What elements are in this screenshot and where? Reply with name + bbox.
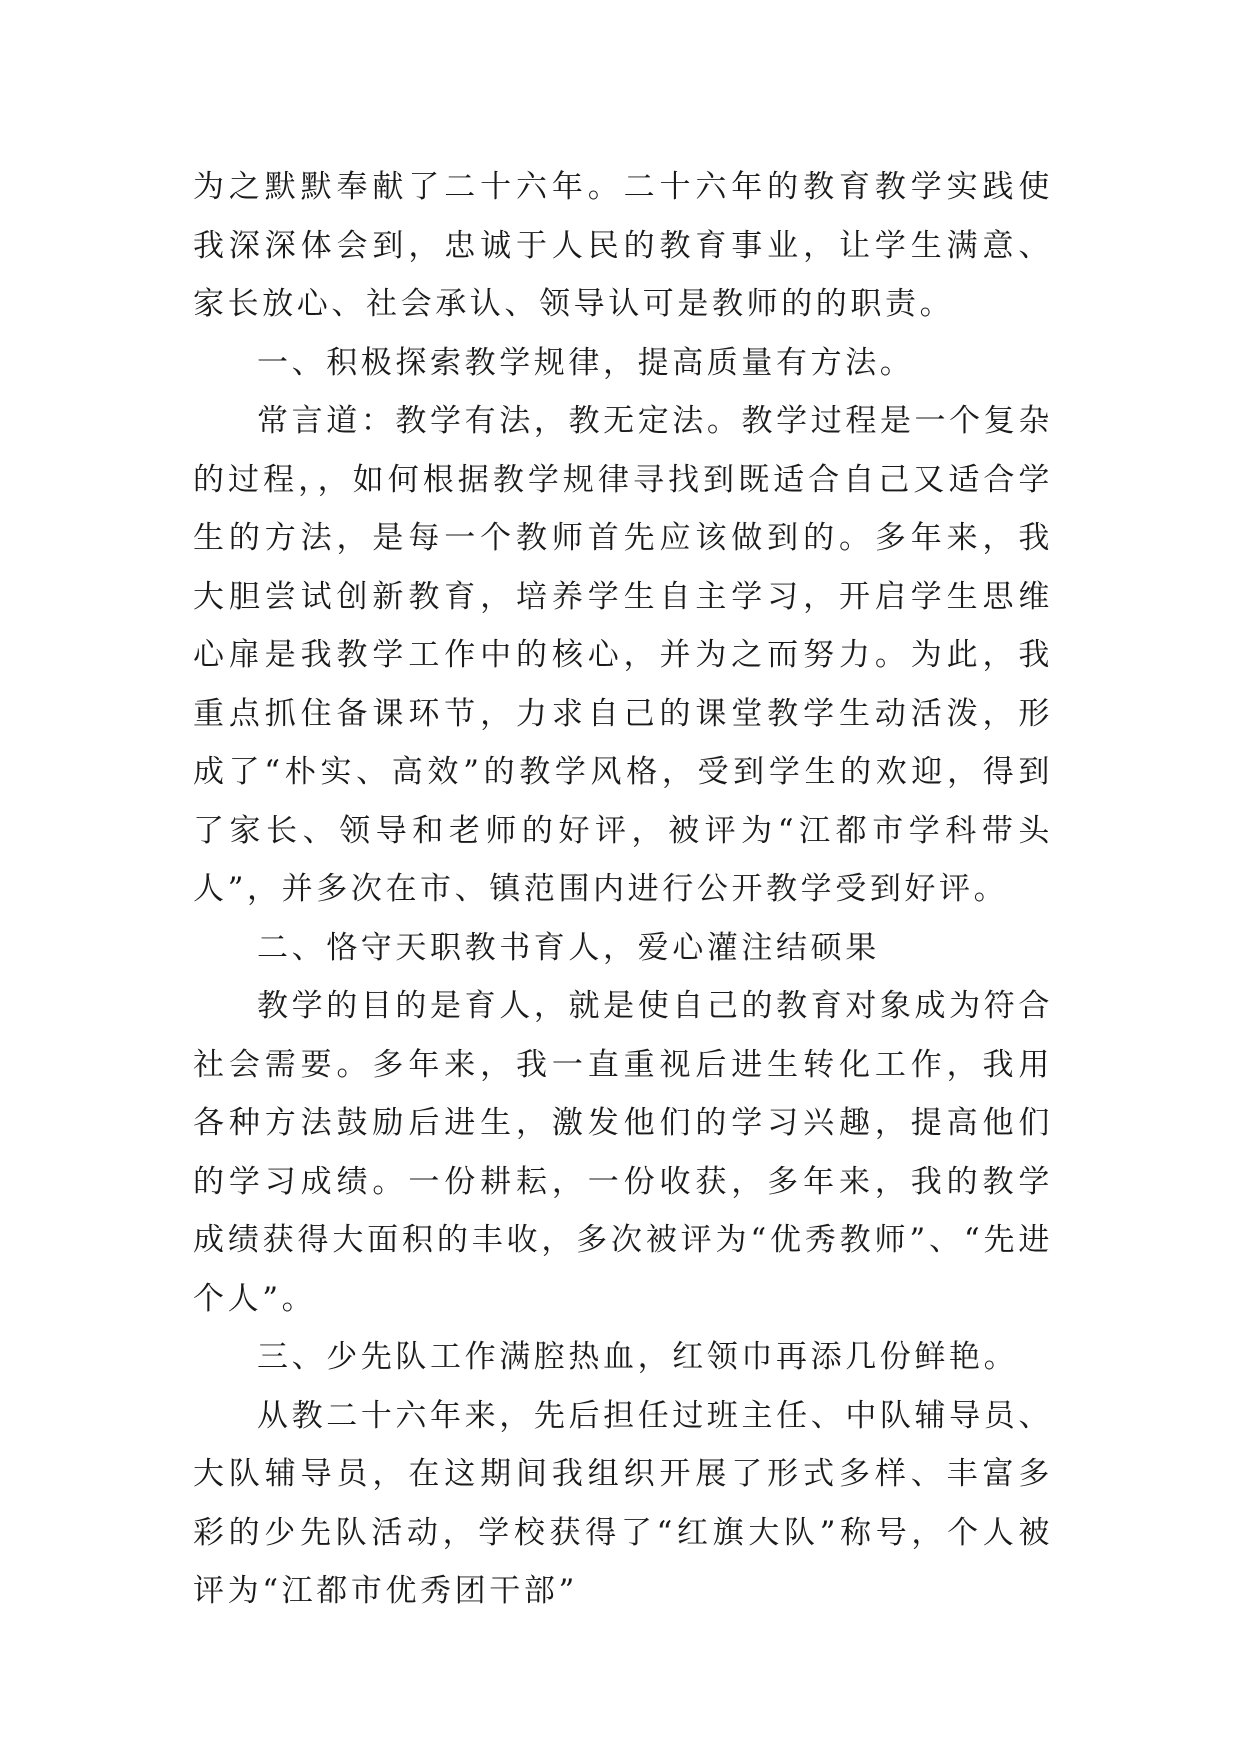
paragraph-section-2: 教学的目的是育人，就是使自己的教育对象成为符合社会需要。多年来，我一直重视后进生转化工作，我用各种方法鼓励后进生，激发他们的学习兴趣，提高他们的学习成绩。一份耕耘，一份收获，多年来，我的教学成绩获得大面积的丰收，多次被评为“优秀教师”、“先进个人”。 xyxy=(193,988,1053,1317)
document-body xyxy=(193,158,1053,1621)
section-heading-2: 二、恪守天职教书育人，爱心灌注结硕果 xyxy=(257,929,880,966)
paragraph-section-3: 从教二十六年来，先后担任过班主任、中队辅导员、大队辅导员，在这期间我组织开展了形式多样、丰富多彩的少先队活动，学校获得了“红旗大队”称号，个人被评为“江都市优秀团干部” xyxy=(193,1397,1053,1609)
paragraph-intro: 为之默默奉献了二十六年。二十六年的教育教学实践使我深深体会到，忠诚于人民的教育事业，让学生满意、家长放心、社会承认、领导认可是教师的的职责。 xyxy=(193,169,1053,322)
section-heading-1: 一、积极探索教学规律，提高质量有方法。 xyxy=(257,344,915,381)
paragraph-section-1: 常言道：教学有法，教无定法。教学过程是一个复杂的过程，，如何根据教学规律寻找到既适合自己又适合学生的方法，是每一个教师首先应该做到的。多年来，我大胆尝试创新教育，培养学生自主学习，开启学生思维心扉是我教学工作中的核心，并为之而努力。为此，我重点抓住备课环节，力求自己的课堂教学生动活泼，形成了“朴实、高效”的教学风格，受到学生的欢迎，得到了家长、领导和老师的好评，被评为“江都市学科带头人”，并多次在市、镇范围内进行公开教学受到好评。 xyxy=(193,403,1053,907)
section-heading-3: 三、少先队工作满腔热血，红领巾再添几份鲜艳。 xyxy=(257,1339,1019,1375)
